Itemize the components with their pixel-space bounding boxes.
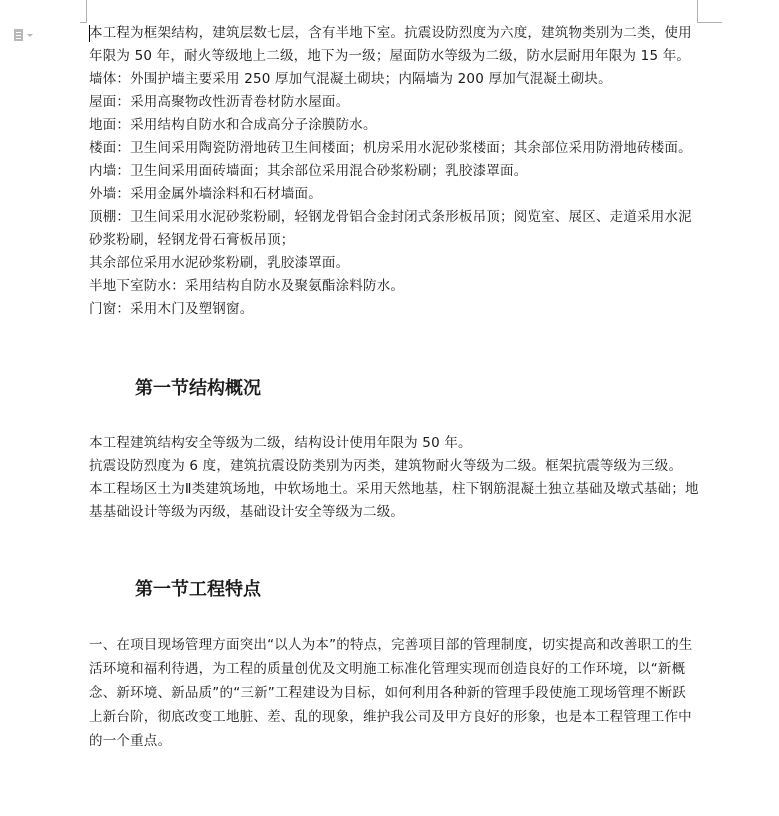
document-body[interactable] [89, 22, 699, 753]
ceiling-other-paragraph: 其余部位采用水泥砂浆粉刷，乳胶漆罩面。 [89, 255, 350, 271]
structure-paragraph: 抗震设防烈度为 6 度，建筑抗震设防类别为丙类，建筑物耐火等级为二级。框架抗震等级为三级。 [89, 458, 683, 474]
structure-paragraph: 本工程建筑结构安全等级为二级，结构设计使用年限为 50 年。 [89, 435, 472, 451]
section-heading-features: 第一节工程特点 [135, 579, 261, 600]
ground-paragraph: 地面：采用结构自防水和合成高分子涂膜防水。 [89, 117, 377, 133]
doors-windows-paragraph: 门窗：采用木门及塑钢窗。 [89, 301, 254, 317]
page-margin-mark-right [697, 0, 722, 23]
section-heading-structure: 第一节结构概况 [135, 378, 261, 399]
floor-paragraph: 楼面：卫生间采用陶瓷防滑地砖卫生间楼面；机房采用水泥砂浆楼面；其余部位采用防滑地砖楼面。 [89, 140, 692, 156]
page-options-icon[interactable] [14, 27, 44, 43]
roof-paragraph: 屋面：采用高聚物改性沥青卷材防水屋面。 [89, 94, 350, 110]
dropdown-arrow-icon [27, 34, 33, 37]
intro-paragraph: 本工程为框架结构，建筑层数七层，含有半地下室。抗震设防烈度为六度，建筑物类别为二类，使用年限为 50 年，耐火等级地上二级，地下为一级；屋面防水等级为二级，防水层耐用年限为 15 年。 [89, 25, 692, 64]
wall-paragraph: 墙体：外围护墙主要采用 250 厚加气混凝土砌块；内隔墙为 200 厚加气混凝土砌块。 [89, 71, 612, 87]
document-icon [14, 29, 23, 41]
features-paragraph: 一、在项目现场管理方面突出“以人为本”的特点，完善项目部的管理制度，切实提高和改善职工的生活环境和福利待遇，为工程的质量创优及文明施工标准化管理实现而创造良好的工作环境，以“新概念、新环境、新品质”的“三新”工程建设为目标，如何利用各种新的管理手段使施工现场管理不断跃上新台阶，彻底改变工地脏、差、乱的现象，维护我公司及甲方良好的形象，也是本工程管理工作中的一个重点。 [89, 637, 693, 749]
ceiling-paragraph: 顶棚：卫生间采用水泥砂浆粉刷，轻钢龙骨铝合金封闭式条形板吊顶；阅览室、展区、走道采用水泥砂浆粉刷，轻钢龙骨石膏板吊顶； [89, 209, 692, 248]
interior-wall-paragraph: 内墙：卫生间采用面砖墙面；其余部位采用混合砂浆粉刷；乳胶漆罩面。 [89, 163, 528, 179]
page-margin-mark-left [80, 0, 87, 23]
structure-paragraph: 本工程场区土为Ⅱ类建筑场地，中软场地土。采用天然地基，柱下钢筋混凝土独立基础及墩式基础；地基基础设计等级为丙级，基础设计安全等级为二级。 [89, 481, 699, 520]
basement-waterproof-paragraph: 半地下室防水：采用结构自防水及聚氨酯涂料防水。 [89, 278, 405, 294]
exterior-wall-paragraph: 外墙：采用金属外墙涂料和石材墙面。 [89, 186, 322, 202]
